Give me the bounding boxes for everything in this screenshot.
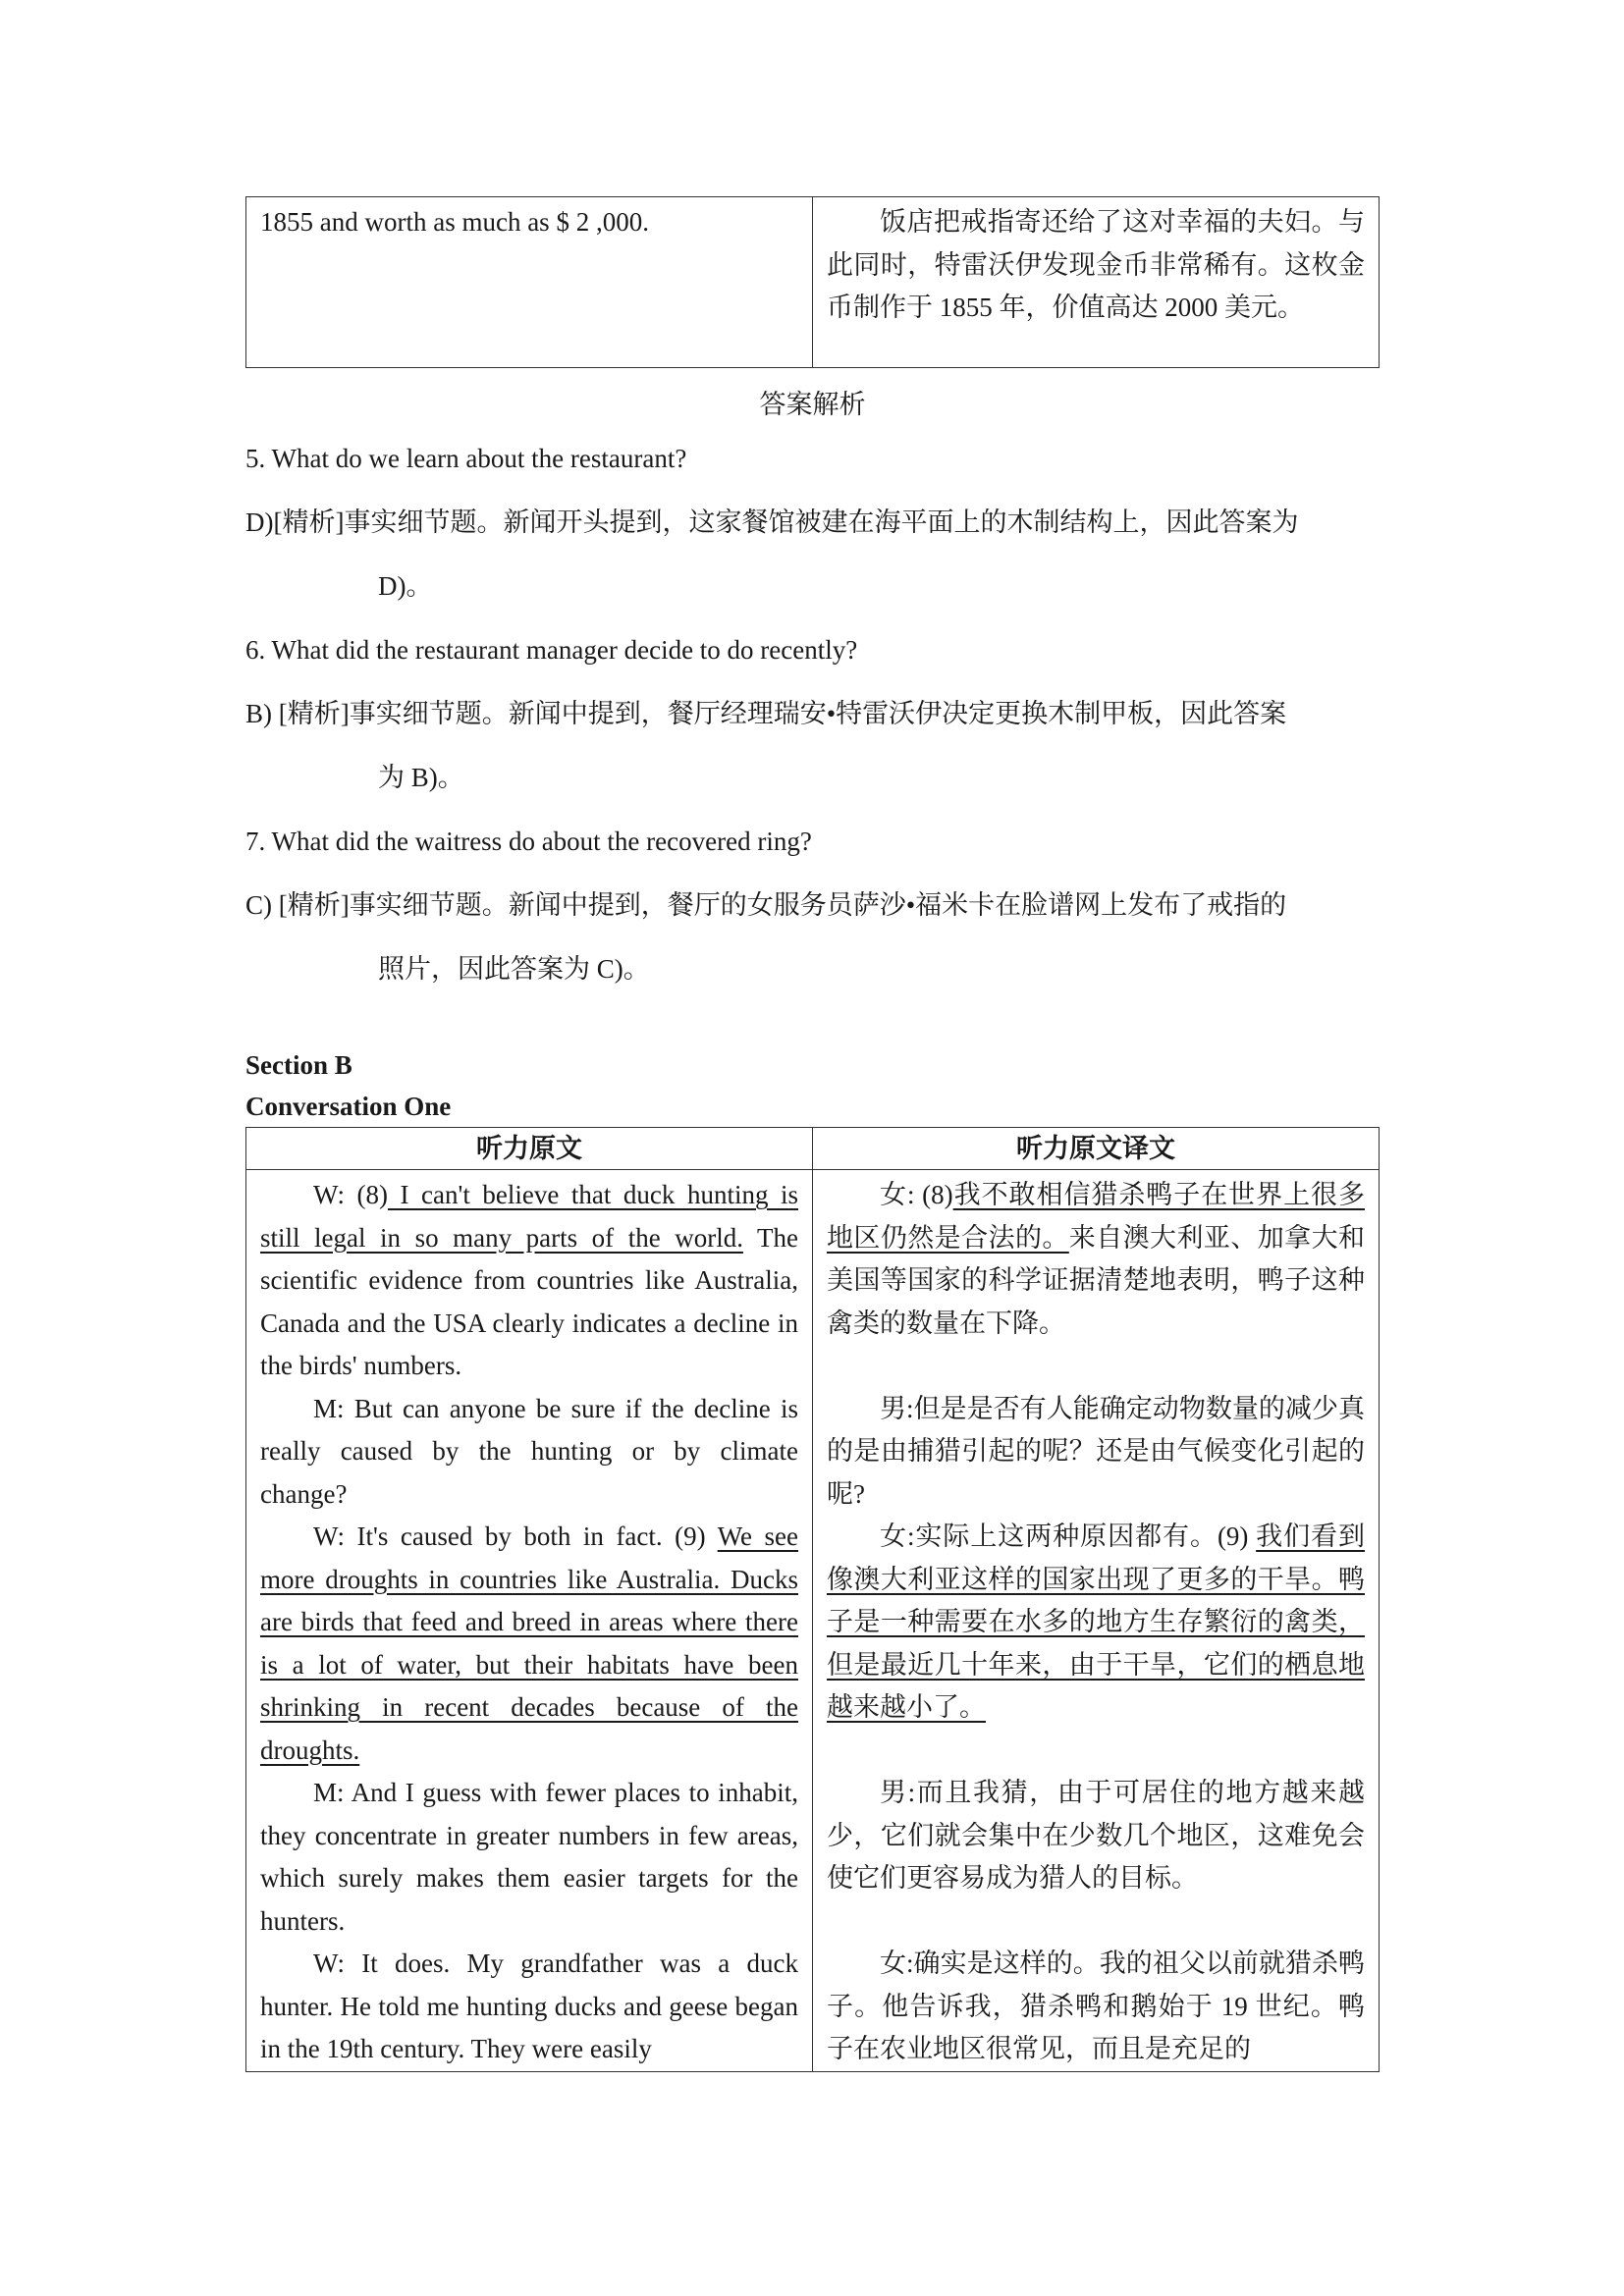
answers-list bbox=[245, 427, 1380, 1001]
top-table-en-text: 1855 and worth as much as $ 2 ,000. bbox=[260, 207, 649, 237]
transcript-cn-para-3 bbox=[827, 1516, 1365, 1730]
underlined-answer-8: I can't believe that duck hunting is still legal in so many parts of the world. bbox=[260, 1180, 798, 1253]
transcript-cn-para-4: 男:而且我猜，由于可居住的地方越来越少，它们就会集中在少数几个地区，这难免会使它们更容易成为猎人的目标。 bbox=[827, 1778, 1365, 1893]
question-text: 6. What did the restaurant manager decide to do recently? bbox=[245, 635, 858, 665]
question-text: 7. What did the waitress do about the recovered ring? bbox=[245, 827, 812, 856]
answer-analysis-continuation: D)。 bbox=[378, 571, 433, 601]
transcript-cn-para-2: 男:但是是否有人能确定动物数量的减少真的是由捕猎引起的呢？还是由气候变化引起的呢? bbox=[827, 1393, 1365, 1509]
speaker-label: 女: (8) bbox=[880, 1180, 953, 1209]
question-text: 5. What do we learn about the restaurant? bbox=[245, 444, 687, 473]
transcript-en-para-4: M: And I guess with fewer places to inhabit, they concentrate in greater numbers in few areas, which surely makes them easier targets for the hunters. bbox=[260, 1778, 798, 1936]
document-page bbox=[245, 196, 1380, 2072]
speaker-label: W: (8) bbox=[313, 1180, 388, 1209]
conversation-table bbox=[245, 1127, 1380, 2072]
transcript-cn-para-5: 女:确实是这样的。我的祖父以前就猎杀鸭子。他告诉我，猎杀鸭和鹅始于 19 世纪。鸭子在农业地区很常见，而且是充足的 bbox=[827, 1949, 1365, 2063]
transcript-en-para-3 bbox=[260, 1516, 798, 1772]
answer-analysis-line: B) [精析]事实细节题。新闻中提到，餐厅经理瑞安•特雷沃伊决定更换木制甲板，因此答案 bbox=[245, 699, 1287, 728]
answer-analysis-continuation: 照片，因此答案为 C)。 bbox=[378, 954, 650, 984]
transcript-en-cell bbox=[246, 1170, 813, 2072]
section-title: Section B bbox=[245, 1050, 352, 1080]
top-table-en-cell bbox=[246, 197, 813, 368]
speaker-label: 女:实际上这两种原因都有。(9) bbox=[880, 1522, 1257, 1551]
header-original: 听力原文 bbox=[246, 1128, 813, 1170]
top-table-cn-cell bbox=[813, 197, 1380, 368]
underlined-answer-9-cn: 我们看到像澳大利亚这样的国家出现了更多的干旱。鸭子是一种需要在水多的地方生存繁衍的禽类，但是最近几十年来，由于干旱，它们的栖息地越来越小了。 bbox=[827, 1522, 1366, 1722]
answers-title: 答案解析 bbox=[759, 390, 866, 419]
transcript-cn-cell bbox=[813, 1170, 1380, 2072]
spacer bbox=[827, 1900, 1365, 1944]
transcript-en-para-5: W: It does. My grandfather was a duck hunter. He told me hunting ducks and geese began in the 19th century. They were easily bbox=[260, 1949, 798, 2063]
answer-item-5 bbox=[245, 427, 1380, 618]
answer-analysis-line: D)[精析]事实细节题。新闻开头提到，这家餐馆被建在海平面上的木制结构上，因此答案为 bbox=[245, 507, 1299, 537]
underlined-answer-8-cn: 我不敢相信猎杀鸭子在世界上很多地区仍然是合法的。 bbox=[827, 1180, 1366, 1253]
underlined-answer-9: We see more droughts in countries like Australia. Ducks are birds that feed and breed in areas where there is a lot of water, but their habitats have been shrinking in recent decades because of the droughts. bbox=[260, 1522, 799, 1765]
header-translation: 听力原文译文 bbox=[813, 1128, 1380, 1170]
top-table-cn-text: 饭店把戒指寄还给了这对幸福的夫妇。与此同时，特雷沃伊发现金币非常稀有。这枚金币制作于 1855 年，价值高达 2000 美元。 bbox=[827, 207, 1365, 322]
transcript-en-para-1 bbox=[260, 1174, 798, 1388]
answer-analysis-line: C) [精析]事实细节题。新闻中提到，餐厅的女服务员萨沙•福米卡在脸谱网上发布了戒指的 bbox=[245, 890, 1287, 920]
transcript-en-para-2: M: But can anyone be sure if the decline is really caused by the hunting or by climate change? bbox=[260, 1393, 798, 1509]
conversation-title: Conversation One bbox=[245, 1092, 452, 1121]
top-table bbox=[245, 196, 1380, 368]
spacer bbox=[827, 1730, 1365, 1773]
answer-item-6 bbox=[245, 618, 1380, 810]
text-span: 来自澳大利亚、加拿大和美国等国家的科学证据清楚地表明，鸭子这种禽类的数量在下降。 bbox=[827, 1222, 1366, 1338]
answer-item-7 bbox=[245, 810, 1380, 1001]
spacer bbox=[827, 1345, 1365, 1388]
answer-analysis-continuation: 为 B)。 bbox=[378, 763, 464, 792]
transcript-cn-para-1 bbox=[827, 1174, 1365, 1345]
text-span: The scientific evidence from countries like Australia, Canada and the USA clearly indicates a decline in the birds' numbers. bbox=[260, 1222, 798, 1380]
speaker-label: W: It's caused by both in fact. (9) bbox=[313, 1522, 718, 1551]
